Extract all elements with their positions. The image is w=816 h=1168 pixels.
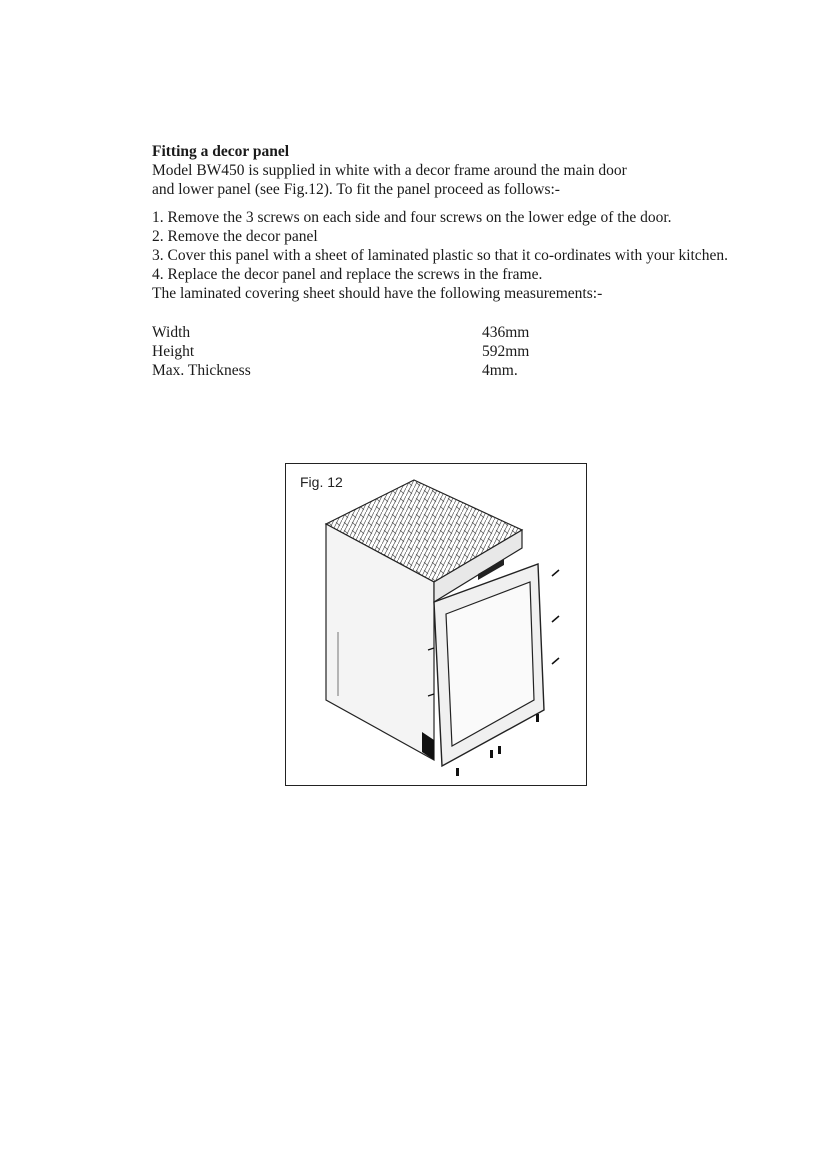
document-body <box>152 142 732 380</box>
measurement-row <box>152 342 732 361</box>
step-item: 4. Replace the decor panel and replace the screws in the frame. <box>152 266 543 283</box>
figure-12 <box>285 463 587 786</box>
steps-list <box>152 208 732 303</box>
measurement-value: 592mm <box>482 343 530 360</box>
intro-line-2: and lower panel (see Fig.12). To fit the panel proceed as follows:- <box>152 181 560 198</box>
measurement-label: Width <box>152 324 191 341</box>
step-item: 1. Remove the 3 screws on each side and four screws on the lower edge of the door. <box>152 209 672 226</box>
step-item: 2. Remove the decor panel <box>152 228 318 245</box>
screw-icon <box>552 570 559 664</box>
measurement-value: 4mm. <box>482 362 518 379</box>
measurement-value: 436mm <box>482 324 530 341</box>
figure-label: Fig. 12 <box>300 474 343 490</box>
measurements-table <box>152 323 732 380</box>
section-title: Fitting a decor panel <box>152 143 290 160</box>
intro-line-1: Model BW450 is supplied in white with a decor frame around the main door <box>152 162 627 179</box>
measurements-intro: The laminated covering sheet should have the following measurements:- <box>152 285 603 302</box>
measurement-label: Max. Thickness <box>152 362 251 379</box>
dishwasher-illustration <box>286 464 587 786</box>
step-item: 3. Cover this panel with a sheet of laminated plastic so that it co-ordinates with your kitchen. <box>152 247 728 264</box>
measurement-row <box>152 361 732 380</box>
measurement-label: Height <box>152 343 195 360</box>
measurement-row <box>152 323 732 342</box>
